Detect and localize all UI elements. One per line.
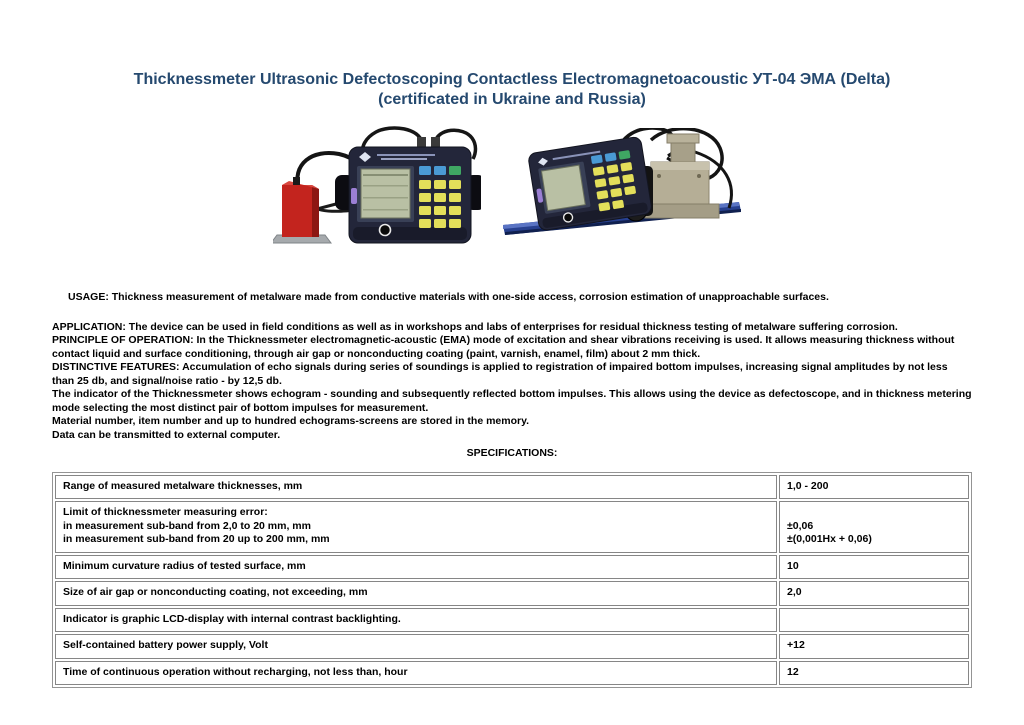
table-row: [55, 501, 969, 553]
specifications-heading: SPECIFICATIONS:: [466, 447, 558, 459]
table-row: [55, 475, 969, 500]
device-photo-with-probe: [273, 123, 481, 253]
table-row: [55, 608, 969, 633]
table-row: [55, 661, 969, 686]
side-key: [351, 188, 357, 204]
product-photos: [0, 123, 1024, 255]
spec-label-cell: Time of continuous operation without recharging, not less than, hour: [55, 661, 777, 686]
paragraph-transmit: Data can be transmitted to external computer.: [52, 428, 281, 441]
spec-label-cell: Limit of thicknessmeter measuring error: in measurement sub-band from 2,0 to 20 mm, mm in measurement sub-band from 20 up to 200 mm, mm: [55, 501, 777, 553]
page-title: [0, 0, 1024, 110]
spec-label-cell: Minimum curvature radius of tested surface, mm: [55, 555, 777, 580]
table-row: [55, 555, 969, 580]
table-row: [55, 581, 969, 606]
spec-label-cell: Range of measured metalware thicknesses, mm: [55, 475, 777, 500]
paragraph-features: DISTINCTIVE FEATURES: Accumulation of echo signals during series of soundings is applied to registration of impaired bottom impulses, increasing signal amplitudes by not less than 25 db, and signal/noise ratio - by 12,5 db.: [52, 361, 948, 387]
round-button: [380, 225, 391, 236]
table-row: [55, 634, 969, 659]
spec-value-cell: 10: [779, 555, 969, 580]
usage-statement: USAGE: Thickness measurement of metalware made from conductive materials with one-side access, corrosion estimation of unapproachable surfaces.: [68, 291, 829, 303]
specifications-table: [52, 472, 972, 689]
ema-probe: [282, 185, 312, 237]
device-photo-on-scanner-wrap: [499, 128, 751, 251]
spec-value-cell: 2,0: [779, 581, 969, 606]
page-title-line2: (certificated in Ukraine and Russia): [378, 91, 646, 108]
spec-label-cell: Indicator is graphic LCD-display with internal contrast backlighting.: [55, 608, 777, 633]
description-block: [52, 321, 972, 443]
connector-right: [431, 137, 440, 148]
device-photo-on-scanner: [499, 128, 751, 246]
spec-value-cell: 12: [779, 661, 969, 686]
spec-value-cell: +12: [779, 634, 969, 659]
connector-left: [417, 137, 426, 148]
paragraph-memory: Material number, item number and up to hundred echograms-screens are stored in the memory.: [52, 415, 530, 427]
spec-label-cell: Size of air gap or nonconducting coating, not exceeding, mm: [55, 581, 777, 606]
spec-value-cell: [779, 608, 969, 633]
spec-label-cell: Self-contained battery power supply, Volt: [55, 634, 777, 659]
paragraph-principle: PRINCIPLE OF OPERATION: In the Thicknessmeter electromagnetic-acoustic (EMA) mode of excitation and shear vibrations receiving is used. It allows measuring thickness without contact liquid and surface conditioning, through air gap or nonconducting coating (paint, varnish, enamel, film) about 2 mm thick.: [52, 334, 955, 360]
paragraph-indicator: The indicator of the Thicknessmeter shows echogram - sounding and subsequently reflected bottom impulses. This allows using the device as defectoscope, and in thickness metering mode selecting the most distinct pair of bottom impulses for measurement.: [52, 388, 972, 414]
paragraph-application: APPLICATION: The device can be used in field conditions as well as in workshops and labs of enterprises for residual thickness testing of metalware suffering corrosion.: [52, 320, 898, 333]
lcd-screen: [361, 169, 410, 218]
page-title-line1: Thicknessmeter Ultrasonic Defectoscoping Contactless Electromagnetoacoustic УТ-04 ЭМА (Delta): [133, 71, 891, 88]
spec-value-cell: 1,0 - 200: [779, 475, 969, 500]
spec-value-cell: ±0,06 ±(0,001Hx + 0,06): [779, 501, 969, 553]
